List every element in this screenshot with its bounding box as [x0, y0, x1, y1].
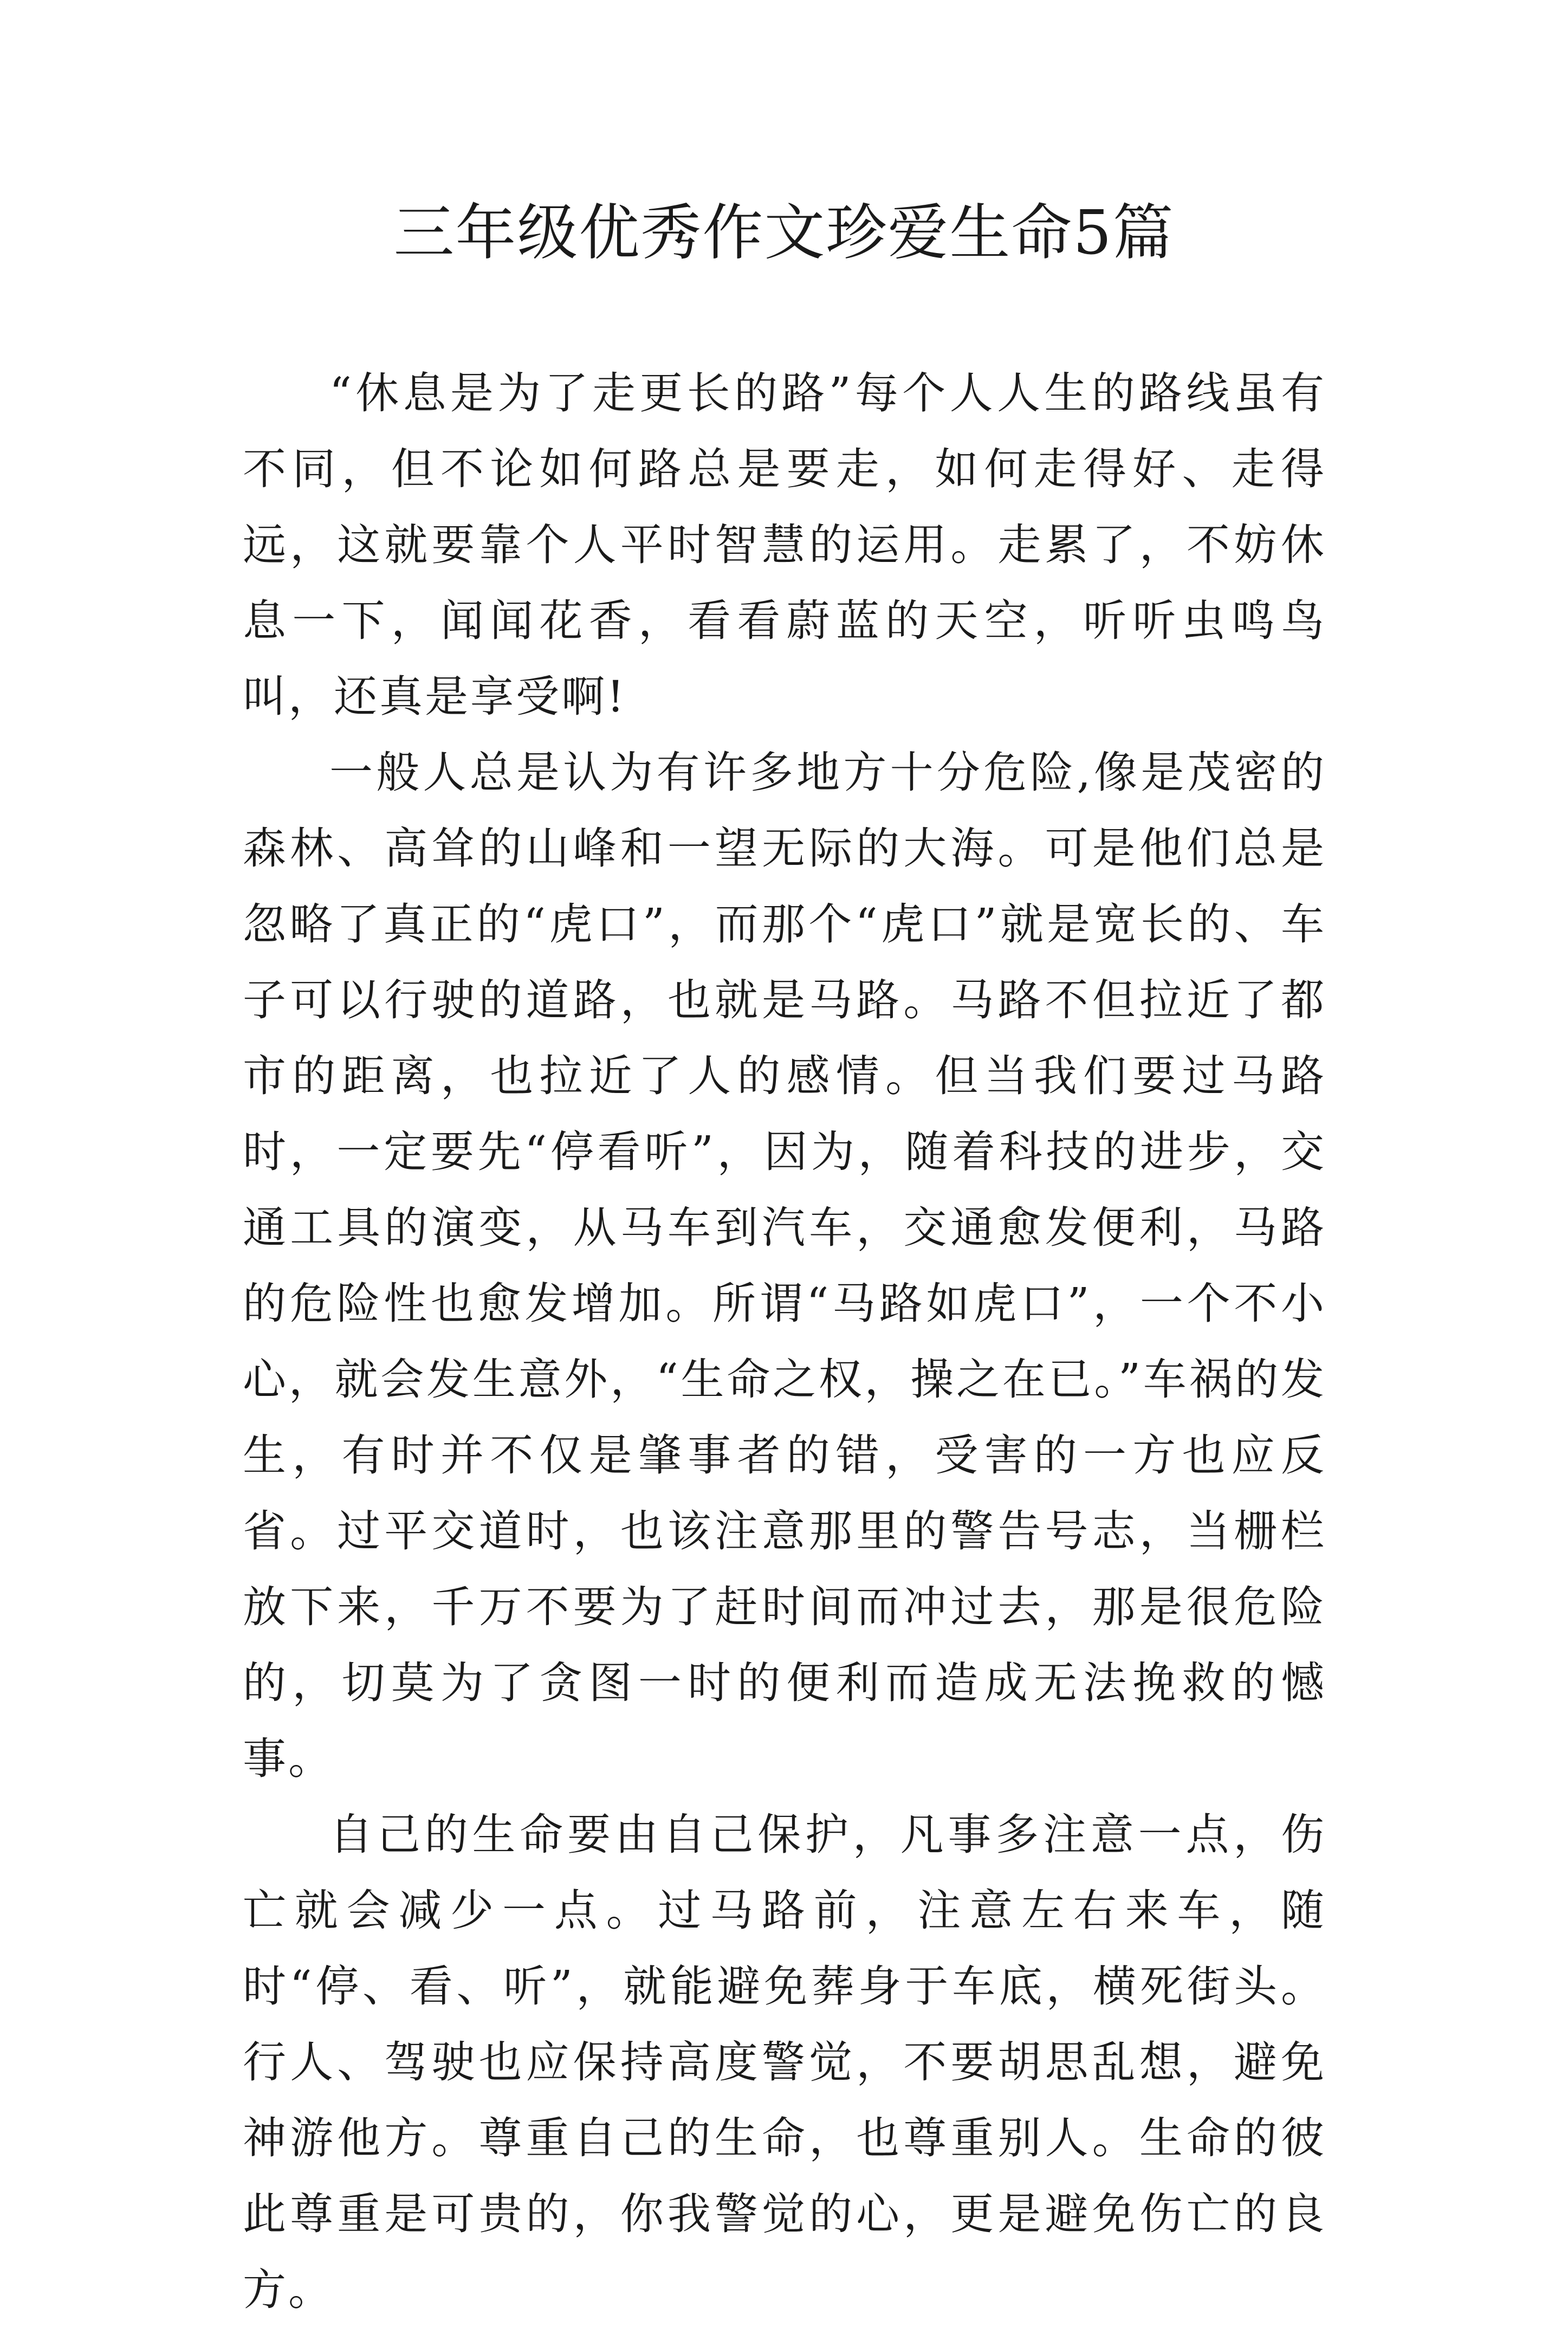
- document-body: [243, 355, 1326, 2328]
- document-title: 三年级优秀作文珍爱生命5篇: [393, 198, 1175, 268]
- paragraph-2: 一般人总是认为有许多地方十分危险,像是茂密的森林、高耸的山峰和一望无际的大海。可是他们总是忽略了真正的“虎口”，而那个“虎口”就是宽长的、车子可以行驶的道路，也就是马路。马路不但拉近了都市的距离，也拉近了人的感情。但当我们要过马路时，一定要先“停看听”，因为，随着科技的进步，交通工具的演变，从马车到汽车，交通愈发便利，马路的危险性也愈发增加。所谓“马路如虎口”，一个不小心，就会发生意外，“生命之权，操之在已。”车祸的发生，有时并不仅是肇事者的错，受害的一方也应反省。过平交道时，也该注意那里的警告号志，当栅栏放下来，千万不要为了赶时间而冲过去，那是很危险的，切莫为了贪图一时的便利而造成无法挽救的憾事。: [243, 747, 1326, 1784]
- paragraph-1: “休息是为了走更长的路”每个人人生的路线虽有不同，但不论如何路总是要走，如何走得好、走得远，这就要靠个人平时智慧的运用。走累了，不妨休息一下，闻闻花香，看看蔚蓝的天空，听听虫鸣鸟叫，还真是享受啊!: [243, 368, 1326, 722]
- paragraph-3: 自己的生命要由自己保护，凡事多注意一点，伤亡就会减少一点。过马路前，注意左右来车，随时“停、看、听”，就能避免葬身于车底，横死街头。行人、驾驶也应保持高度警觉，不要胡思乱想，避免神游他方。尊重自己的生命，也尊重别人。生命的彼此尊重是可贵的，你我警觉的心，更是避免伤亡的良方。: [243, 1809, 1326, 2315]
